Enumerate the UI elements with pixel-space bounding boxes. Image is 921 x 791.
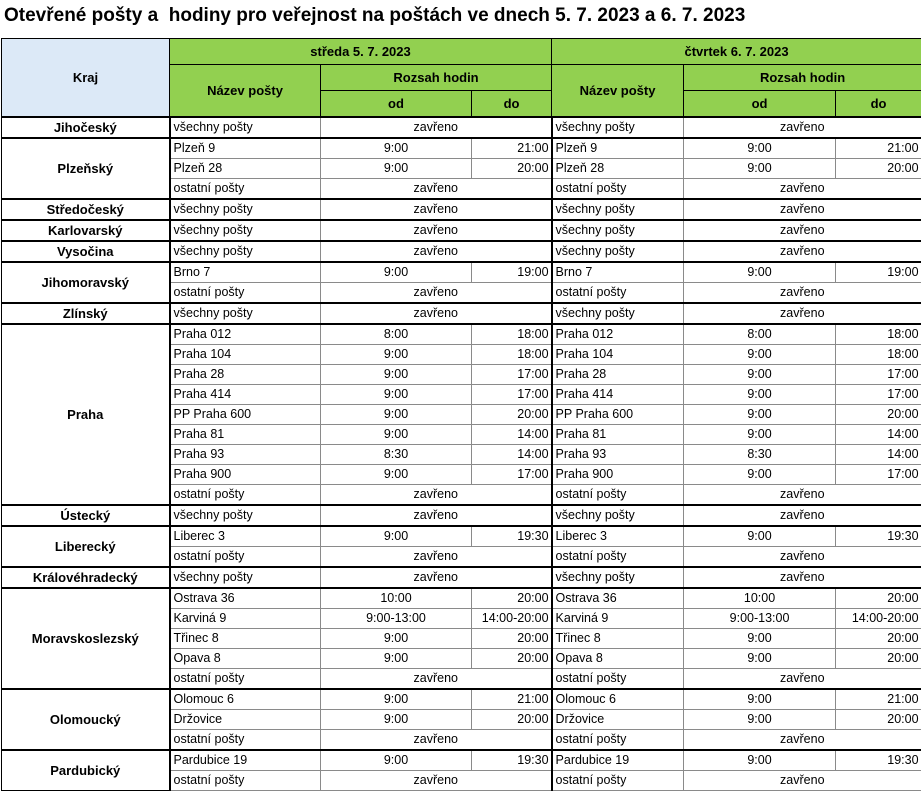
post-office-name: všechny pošty bbox=[552, 220, 684, 241]
hours-from: 9:00-13:00 bbox=[321, 608, 472, 628]
closed-status: zavřeno bbox=[321, 668, 552, 689]
region-name: Zlínský bbox=[2, 303, 170, 324]
table-row bbox=[2, 505, 921, 526]
hours-from: 8:30 bbox=[684, 444, 836, 464]
closed-status: zavřeno bbox=[321, 178, 552, 199]
hours-from: 9:00 bbox=[684, 424, 836, 444]
header-nazev-day1: Název pošty bbox=[170, 65, 321, 117]
hours-to: 20:00 bbox=[836, 588, 921, 609]
hours-from: 9:00 bbox=[321, 364, 472, 384]
post-office-name: všechny pošty bbox=[170, 505, 321, 526]
hours-from: 9:00 bbox=[684, 464, 836, 484]
post-office-name: Opava 8 bbox=[170, 648, 321, 668]
hours-from: 9:00 bbox=[321, 404, 472, 424]
header-rozsah-day2: Rozsah hodin bbox=[684, 65, 921, 91]
post-office-name: všechny pošty bbox=[170, 220, 321, 241]
hours-from: 9:00 bbox=[684, 526, 836, 547]
hours-from: 8:30 bbox=[321, 444, 472, 464]
post-office-name: Praha 28 bbox=[552, 364, 684, 384]
closed-status: zavřeno bbox=[321, 117, 552, 138]
post-office-name: Plzeň 28 bbox=[552, 158, 684, 178]
post-office-name: ostatní pošty bbox=[552, 668, 684, 689]
closed-status: zavřeno bbox=[684, 668, 921, 689]
post-office-name: Třinec 8 bbox=[170, 628, 321, 648]
hours-to: 19:30 bbox=[472, 750, 552, 771]
hours-from: 9:00 bbox=[321, 464, 472, 484]
closed-status: zavřeno bbox=[684, 117, 921, 138]
post-office-name: Praha 104 bbox=[170, 344, 321, 364]
hours-to: 14:00-20:00 bbox=[836, 608, 921, 628]
hours-from: 9:00 bbox=[684, 344, 836, 364]
hours-to: 21:00 bbox=[472, 138, 552, 159]
table-row bbox=[2, 324, 921, 345]
hours-to: 19:00 bbox=[472, 262, 552, 283]
closed-status: zavřeno bbox=[321, 505, 552, 526]
hours-to: 17:00 bbox=[472, 464, 552, 484]
hours-to: 18:00 bbox=[836, 324, 921, 345]
post-office-name: Olomouc 6 bbox=[552, 689, 684, 710]
post-office-name: Praha 012 bbox=[552, 324, 684, 345]
post-office-name: ostatní pošty bbox=[170, 729, 321, 750]
header-day1: středa 5. 7. 2023 bbox=[170, 39, 552, 65]
closed-status: zavřeno bbox=[321, 199, 552, 220]
post-office-name: ostatní pošty bbox=[170, 668, 321, 689]
post-office-name: ostatní pošty bbox=[552, 178, 684, 199]
post-office-name: Praha 104 bbox=[552, 344, 684, 364]
post-office-name: PP Praha 600 bbox=[170, 404, 321, 424]
region-name: Pardubický bbox=[2, 750, 170, 791]
hours-from: 9:00 bbox=[321, 384, 472, 404]
table-row bbox=[2, 588, 921, 609]
hours-from: 9:00 bbox=[684, 689, 836, 710]
hours-to: 20:00 bbox=[836, 648, 921, 668]
closed-status: zavřeno bbox=[684, 505, 921, 526]
hours-to: 19:30 bbox=[472, 526, 552, 547]
hours-to: 19:30 bbox=[836, 526, 921, 547]
post-office-name: Praha 900 bbox=[170, 464, 321, 484]
hours-from: 8:00 bbox=[684, 324, 836, 345]
post-office-name: Praha 414 bbox=[170, 384, 321, 404]
hours-from: 8:00 bbox=[321, 324, 472, 345]
post-office-name: Držovice bbox=[552, 709, 684, 729]
hours-from: 9:00 bbox=[321, 526, 472, 547]
post-office-name: Karviná 9 bbox=[170, 608, 321, 628]
hours-from: 9:00 bbox=[684, 648, 836, 668]
hours-to: 14:00 bbox=[836, 424, 921, 444]
post-office-name: Karviná 9 bbox=[552, 608, 684, 628]
post-office-name: Praha 900 bbox=[552, 464, 684, 484]
post-office-hours-table bbox=[1, 38, 921, 791]
hours-to: 17:00 bbox=[836, 384, 921, 404]
post-office-name: ostatní pošty bbox=[170, 282, 321, 303]
post-office-name: Praha 28 bbox=[170, 364, 321, 384]
hours-to: 20:00 bbox=[472, 648, 552, 668]
hours-to: 18:00 bbox=[472, 324, 552, 345]
closed-status: zavřeno bbox=[684, 303, 921, 324]
table-row bbox=[2, 689, 921, 710]
hours-to: 14:00 bbox=[836, 444, 921, 464]
hours-from: 10:00 bbox=[684, 588, 836, 609]
region-name: Praha bbox=[2, 324, 170, 505]
post-office-name: Liberec 3 bbox=[552, 526, 684, 547]
closed-status: zavřeno bbox=[321, 729, 552, 750]
post-office-name: Praha 81 bbox=[552, 424, 684, 444]
hours-to: 18:00 bbox=[836, 344, 921, 364]
post-office-name: všechny pošty bbox=[552, 241, 684, 262]
hours-from: 9:00 bbox=[321, 262, 472, 283]
hours-from: 9:00 bbox=[321, 158, 472, 178]
hours-to: 21:00 bbox=[836, 138, 921, 159]
hours-from: 9:00 bbox=[684, 709, 836, 729]
post-office-name: Plzeň 28 bbox=[170, 158, 321, 178]
hours-to: 20:00 bbox=[836, 404, 921, 424]
post-office-name: ostatní pošty bbox=[552, 729, 684, 750]
post-office-name: Olomouc 6 bbox=[170, 689, 321, 710]
closed-status: zavřeno bbox=[684, 729, 921, 750]
region-name: Liberecký bbox=[2, 526, 170, 567]
post-office-name: všechny pošty bbox=[170, 303, 321, 324]
post-office-name: Brno 7 bbox=[552, 262, 684, 283]
post-office-name: Ostrava 36 bbox=[552, 588, 684, 609]
closed-status: zavřeno bbox=[321, 770, 552, 790]
hours-from: 9:00 bbox=[321, 628, 472, 648]
table-row bbox=[2, 303, 921, 324]
post-office-name: Plzeň 9 bbox=[552, 138, 684, 159]
closed-status: zavřeno bbox=[321, 567, 552, 588]
region-name: Středočeský bbox=[2, 199, 170, 220]
hours-to: 20:00 bbox=[472, 709, 552, 729]
header-nazev-day2: Název pošty bbox=[552, 65, 684, 117]
hours-to: 19:30 bbox=[836, 750, 921, 771]
post-office-name: Opava 8 bbox=[552, 648, 684, 668]
hours-from: 9:00 bbox=[684, 364, 836, 384]
region-name: Karlovarský bbox=[2, 220, 170, 241]
closed-status: zavřeno bbox=[321, 220, 552, 241]
hours-to: 14:00 bbox=[472, 424, 552, 444]
hours-from: 9:00-13:00 bbox=[684, 608, 836, 628]
post-office-name: všechny pošty bbox=[552, 117, 684, 138]
table-row bbox=[2, 567, 921, 588]
closed-status: zavřeno bbox=[684, 770, 921, 790]
hours-from: 9:00 bbox=[684, 628, 836, 648]
post-office-name: Praha 414 bbox=[552, 384, 684, 404]
region-name: Plzeňský bbox=[2, 138, 170, 199]
post-office-name: všechny pošty bbox=[170, 567, 321, 588]
closed-status: zavřeno bbox=[321, 282, 552, 303]
hours-to: 20:00 bbox=[472, 158, 552, 178]
header-do-day1: do bbox=[472, 91, 552, 117]
post-office-name: ostatní pošty bbox=[170, 770, 321, 790]
closed-status: zavřeno bbox=[684, 484, 921, 505]
table-row bbox=[2, 241, 921, 262]
hours-to: 20:00 bbox=[836, 628, 921, 648]
region-name: Královéhradecký bbox=[2, 567, 170, 588]
region-name: Olomoucký bbox=[2, 689, 170, 750]
table-header bbox=[2, 39, 921, 117]
post-office-name: všechny pošty bbox=[552, 303, 684, 324]
header-do-day2: do bbox=[836, 91, 921, 117]
post-office-name: Praha 012 bbox=[170, 324, 321, 345]
post-office-name: ostatní pošty bbox=[170, 484, 321, 505]
closed-status: zavřeno bbox=[684, 567, 921, 588]
hours-from: 9:00 bbox=[684, 262, 836, 283]
hours-from: 9:00 bbox=[321, 689, 472, 710]
region-name: Moravskoslezský bbox=[2, 588, 170, 689]
closed-status: zavřeno bbox=[684, 282, 921, 303]
hours-to: 14:00 bbox=[472, 444, 552, 464]
hours-from: 9:00 bbox=[684, 138, 836, 159]
post-office-name: PP Praha 600 bbox=[552, 404, 684, 424]
post-office-name: Třinec 8 bbox=[552, 628, 684, 648]
post-office-name: všechny pošty bbox=[170, 199, 321, 220]
hours-to: 18:00 bbox=[472, 344, 552, 364]
post-office-name: Pardubice 19 bbox=[552, 750, 684, 771]
hours-to: 21:00 bbox=[836, 689, 921, 710]
hours-to: 17:00 bbox=[836, 464, 921, 484]
post-office-name: ostatní pošty bbox=[552, 484, 684, 505]
header-day2: čtvrtek 6. 7. 2023 bbox=[552, 39, 921, 65]
post-office-name: ostatní pošty bbox=[552, 770, 684, 790]
post-office-name: Ostrava 36 bbox=[170, 588, 321, 609]
page-title: Otevřené pošty a hodiny pro veřejnost na poštách ve dnech 5. 7. 2023 a 6. 7. 2023 bbox=[4, 3, 745, 29]
hours-from: 9:00 bbox=[321, 750, 472, 771]
hours-to: 20:00 bbox=[472, 404, 552, 424]
table-body bbox=[2, 117, 921, 791]
hours-from: 9:00 bbox=[321, 344, 472, 364]
header-od-day2: od bbox=[684, 91, 836, 117]
region-name: Jihomoravský bbox=[2, 262, 170, 303]
table-row bbox=[2, 138, 921, 159]
hours-to: 14:00-20:00 bbox=[472, 608, 552, 628]
post-office-name: Plzeň 9 bbox=[170, 138, 321, 159]
region-name: Vysočina bbox=[2, 241, 170, 262]
table-row bbox=[2, 526, 921, 547]
hours-to: 17:00 bbox=[472, 384, 552, 404]
hours-to: 17:00 bbox=[836, 364, 921, 384]
post-office-name: ostatní pošty bbox=[552, 282, 684, 303]
post-office-name: ostatní pošty bbox=[170, 178, 321, 199]
hours-to: 21:00 bbox=[472, 689, 552, 710]
table-row bbox=[2, 117, 921, 138]
post-office-name: Liberec 3 bbox=[170, 526, 321, 547]
closed-status: zavřeno bbox=[321, 241, 552, 262]
post-office-name: všechny pošty bbox=[170, 117, 321, 138]
post-office-name: ostatní pošty bbox=[552, 546, 684, 567]
hours-to: 20:00 bbox=[472, 628, 552, 648]
closed-status: zavřeno bbox=[321, 546, 552, 567]
post-office-name: Praha 93 bbox=[170, 444, 321, 464]
post-office-name: ostatní pošty bbox=[170, 546, 321, 567]
header-od-day1: od bbox=[321, 91, 472, 117]
hours-from: 9:00 bbox=[684, 384, 836, 404]
hours-from: 9:00 bbox=[321, 138, 472, 159]
post-office-name: všechny pošty bbox=[170, 241, 321, 262]
closed-status: zavřeno bbox=[684, 241, 921, 262]
hours-to: 20:00 bbox=[836, 709, 921, 729]
table-row bbox=[2, 199, 921, 220]
hours-from: 9:00 bbox=[321, 709, 472, 729]
post-office-name: všechny pošty bbox=[552, 567, 684, 588]
hours-to: 17:00 bbox=[472, 364, 552, 384]
closed-status: zavřeno bbox=[321, 303, 552, 324]
hours-from: 9:00 bbox=[321, 424, 472, 444]
post-office-name: Držovice bbox=[170, 709, 321, 729]
hours-from: 9:00 bbox=[684, 404, 836, 424]
region-name: Ústecký bbox=[2, 505, 170, 526]
closed-status: zavřeno bbox=[684, 178, 921, 199]
hours-from: 10:00 bbox=[321, 588, 472, 609]
post-office-name: Praha 81 bbox=[170, 424, 321, 444]
closed-status: zavřeno bbox=[321, 484, 552, 505]
post-office-name: Brno 7 bbox=[170, 262, 321, 283]
table-row bbox=[2, 262, 921, 283]
post-office-name: všechny pošty bbox=[552, 199, 684, 220]
closed-status: zavřeno bbox=[684, 546, 921, 567]
table-row bbox=[2, 750, 921, 771]
hours-from: 9:00 bbox=[684, 750, 836, 771]
table-row bbox=[2, 220, 921, 241]
hours-to: 20:00 bbox=[472, 588, 552, 609]
closed-status: zavřeno bbox=[684, 199, 921, 220]
region-name: Jihočeský bbox=[2, 117, 170, 138]
post-office-name: Pardubice 19 bbox=[170, 750, 321, 771]
closed-status: zavřeno bbox=[684, 220, 921, 241]
hours-to: 19:00 bbox=[836, 262, 921, 283]
header-rozsah-day1: Rozsah hodin bbox=[321, 65, 552, 91]
hours-from: 9:00 bbox=[321, 648, 472, 668]
header-kraj: Kraj bbox=[2, 39, 170, 117]
hours-from: 9:00 bbox=[684, 158, 836, 178]
hours-to: 20:00 bbox=[836, 158, 921, 178]
post-office-name: všechny pošty bbox=[552, 505, 684, 526]
post-office-name: Praha 93 bbox=[552, 444, 684, 464]
